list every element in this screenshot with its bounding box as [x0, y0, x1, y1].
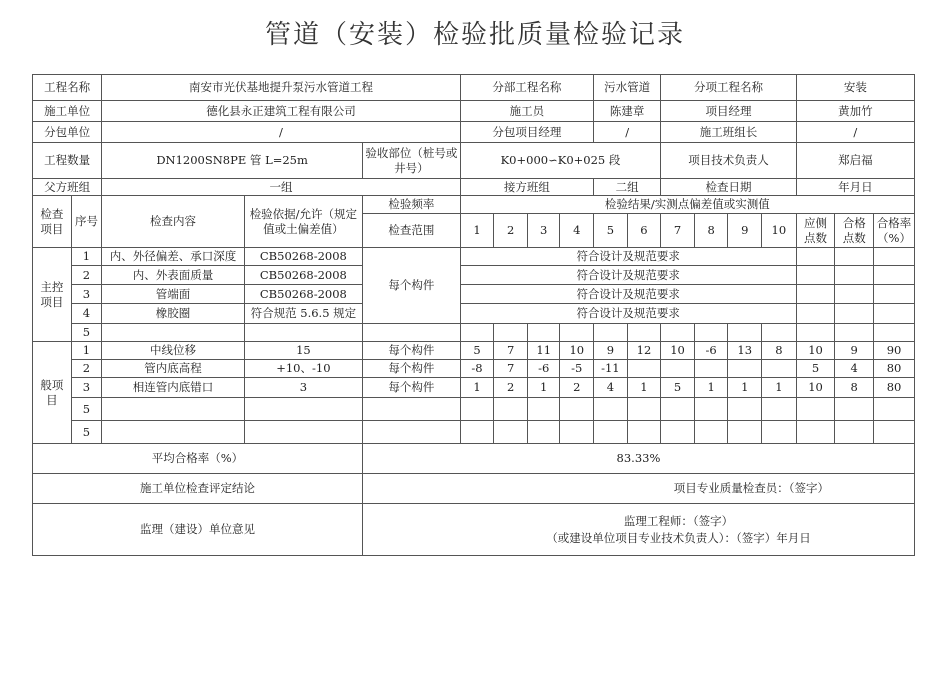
- row-content: [102, 398, 245, 421]
- measured-value: 1: [762, 378, 797, 398]
- row-pass-rate: [874, 421, 915, 444]
- supervisor-signature-block: [362, 504, 914, 556]
- row-seq: 4: [71, 304, 102, 324]
- row-basis: 15: [244, 342, 362, 360]
- point-number: 4: [560, 214, 594, 248]
- row-should-points: [796, 421, 835, 444]
- point-number: 5: [594, 214, 628, 248]
- project-name-value: 南安市光伏基地提升泵污水管道工程: [102, 75, 460, 101]
- measured-value: [494, 398, 528, 421]
- measured-value: [762, 421, 797, 444]
- project-name-label: 工程名称: [33, 75, 102, 101]
- row-basis: CB50268-2008: [244, 266, 362, 285]
- measured-value: [527, 421, 560, 444]
- measured-value: 13: [728, 342, 762, 360]
- row-should-points: 5: [796, 360, 835, 378]
- tech-lead-value: 郑启福: [796, 143, 914, 179]
- supervisor-opinion-label: 监理（建设）单位意见: [33, 504, 363, 556]
- measured-value: 5: [460, 342, 494, 360]
- measured-value: 1: [694, 378, 728, 398]
- row-content: [102, 421, 245, 444]
- measured-value: [661, 398, 695, 421]
- col-range-header: 检查范围: [362, 214, 460, 248]
- row-result: 符合设计及规范要求: [460, 266, 796, 285]
- point-number: 2: [494, 214, 528, 248]
- measured-value: -8: [460, 360, 494, 378]
- measured-value: [560, 398, 594, 421]
- point-number: 6: [627, 214, 661, 248]
- measured-value: 7: [494, 342, 528, 360]
- builder-value: 陈建章: [594, 101, 661, 122]
- sub-project-label: 分部工程名称: [460, 75, 593, 101]
- general-row: [33, 342, 915, 360]
- measured-value: 5: [661, 378, 695, 398]
- row-basis: CB50268-2008: [244, 248, 362, 266]
- row-result: 符合设计及规范要求: [460, 285, 796, 304]
- row-frequency: 每个构件: [362, 360, 460, 378]
- contractor-conclusion-label: 施工单位检查评定结论: [33, 474, 363, 504]
- measured-value: 8: [762, 342, 797, 360]
- measured-value: [728, 360, 762, 378]
- measured-value: [762, 398, 797, 421]
- row-basis: CB50268-2008: [244, 285, 362, 304]
- main-control-label: 主控项目: [33, 248, 72, 342]
- row-content: 相连管内底错口: [102, 378, 245, 398]
- row-content: 内、外表面质量: [102, 266, 245, 285]
- row-content: 管内底高程: [102, 360, 245, 378]
- measured-value: 1: [728, 378, 762, 398]
- row-content: 管端面: [102, 285, 245, 304]
- measured-value: 4: [594, 378, 628, 398]
- sub-project-value: 污水管道: [594, 75, 661, 101]
- quantity-value: DN1200SN8PE 管 L=25m: [102, 143, 363, 179]
- measured-value: 10: [560, 342, 594, 360]
- measured-value: [627, 421, 661, 444]
- measured-value: [560, 421, 594, 444]
- measured-value: 1: [527, 378, 560, 398]
- point-number: 9: [728, 214, 762, 248]
- measured-value: [594, 398, 628, 421]
- point-number: 3: [527, 214, 560, 248]
- receiver-label: 接方班组: [460, 179, 593, 196]
- row-frequency: 每个构件: [362, 378, 460, 398]
- measured-value: 2: [560, 378, 594, 398]
- team-leader-value: /: [796, 122, 914, 143]
- general-row: [33, 421, 915, 444]
- measured-value: [694, 360, 728, 378]
- row-basis: 符合规范 5.6.5 规定: [244, 304, 362, 324]
- row-seq: 3: [71, 285, 102, 304]
- row-seq: 5: [71, 421, 102, 444]
- measured-value: [627, 398, 661, 421]
- row-basis: +10、-10: [244, 360, 362, 378]
- row-pass-points: [835, 421, 874, 444]
- col-content-header: 检查内容: [102, 196, 245, 248]
- quantity-label: 工程数量: [33, 143, 102, 179]
- row-pass-rate: 80: [874, 378, 915, 398]
- measured-value: [762, 360, 797, 378]
- owner-signature-line: （或建设单位项目专业技术负责人）：（签字）年月日: [546, 530, 811, 545]
- row-should-points: 10: [796, 342, 835, 360]
- general-row: [33, 360, 915, 378]
- measured-value: 10: [661, 342, 695, 360]
- col-pass-rate-header: 合格率（%）: [874, 214, 915, 248]
- row-should-points: [796, 398, 835, 421]
- handover-label: 父方班组: [33, 179, 102, 196]
- receiver-value: 二组: [594, 179, 661, 196]
- contractor-signature-line: 项目专业质量检查员：（签字）: [362, 474, 914, 504]
- row-pass-rate: [874, 398, 915, 421]
- measured-value: 2: [494, 378, 528, 398]
- row-pass-points: 9: [835, 342, 874, 360]
- measured-value: 12: [627, 342, 661, 360]
- measured-value: 9: [594, 342, 628, 360]
- col-results-header: 检验结果/实测点偏差值或实测值: [460, 196, 914, 214]
- measured-value: [661, 421, 695, 444]
- measured-value: -11: [594, 360, 628, 378]
- subcontractor-label: 分包单位: [33, 122, 102, 143]
- point-number: 7: [661, 214, 695, 248]
- point-number: 10: [762, 214, 797, 248]
- measured-value: -6: [694, 342, 728, 360]
- row-should-points: 10: [796, 378, 835, 398]
- row-pass-points: 4: [835, 360, 874, 378]
- row-basis: 3: [244, 378, 362, 398]
- measured-value: [694, 421, 728, 444]
- row-frequency: [362, 421, 460, 444]
- general-row: [33, 378, 915, 398]
- pm-label: 项目经理: [661, 101, 796, 122]
- col-item-header: 检查项目: [33, 196, 72, 248]
- row-content: 橡胶圈: [102, 304, 245, 324]
- measured-value: [460, 421, 494, 444]
- row-seq: 5: [71, 398, 102, 421]
- row-seq: 5: [71, 324, 102, 342]
- row-seq: 3: [71, 378, 102, 398]
- measured-value: [728, 398, 762, 421]
- row-seq: 1: [71, 248, 102, 266]
- row-frequency: [362, 398, 460, 421]
- measured-value: [460, 398, 494, 421]
- sub-pm-value: /: [594, 122, 661, 143]
- measured-value: 1: [627, 378, 661, 398]
- page-title: 管道（安装）检验批质量检验记录: [264, 20, 685, 50]
- measured-value: [728, 421, 762, 444]
- row-content: 中线位移: [102, 342, 245, 360]
- measured-value: -6: [527, 360, 560, 378]
- location-value: K0+000∽K0+025 段: [460, 143, 661, 179]
- measured-value: 11: [527, 342, 560, 360]
- avg-pass-rate-value: 83.33%: [362, 444, 914, 474]
- measured-value: [527, 398, 560, 421]
- main-control-frequency: 每个构件: [362, 248, 460, 324]
- row-seq: 2: [71, 266, 102, 285]
- col-seq-header: 序号: [71, 196, 102, 248]
- row-pass-rate: 90: [874, 342, 915, 360]
- subcontractor-value: /: [102, 122, 460, 143]
- item-project-value: 安装: [796, 75, 914, 101]
- avg-pass-rate-label: 平均合格率（%）: [33, 444, 363, 474]
- col-basis-header: 检验依据/允许（规定值或土偏差值）: [244, 196, 362, 248]
- point-number: 1: [460, 214, 494, 248]
- sub-pm-label: 分包项目经理: [460, 122, 593, 143]
- row-result: 符合设计及规范要求: [460, 304, 796, 324]
- measured-value: 7: [494, 360, 528, 378]
- col-pass-points-header: 合格点数: [835, 214, 874, 248]
- row-basis: [244, 398, 362, 421]
- contractor-value: 德化县永正建筑工程有限公司: [102, 101, 460, 122]
- general-row: [33, 398, 915, 421]
- team-leader-label: 施工班组长: [661, 122, 796, 143]
- general-items-label: 般项目: [33, 342, 72, 444]
- point-number: 8: [694, 214, 728, 248]
- row-frequency: 每个构件: [362, 342, 460, 360]
- col-frequency-header: 检验频率: [362, 196, 460, 214]
- builder-label: 施工员: [460, 101, 593, 122]
- measured-value: [494, 421, 528, 444]
- handover-value: 一组: [102, 179, 460, 196]
- supervisor-signature-line: 监理工程师：（签字）: [623, 513, 734, 528]
- row-content: 内、外径偏差、承口深度: [102, 248, 245, 266]
- location-label: 验收部位（桩号或井号）: [362, 143, 460, 179]
- row-seq: 2: [71, 360, 102, 378]
- row-basis: [244, 421, 362, 444]
- measured-value: -5: [560, 360, 594, 378]
- col-should-points-header: 应侧点数: [796, 214, 835, 248]
- inspection-record-table: [32, 74, 915, 556]
- row-result: 符合设计及规范要求: [460, 248, 796, 266]
- measured-value: [661, 360, 695, 378]
- contractor-label: 施工单位: [33, 101, 102, 122]
- row-pass-rate: 80: [874, 360, 915, 378]
- measured-value: [627, 360, 661, 378]
- measured-value: 1: [460, 378, 494, 398]
- check-date-label: 检查日期: [661, 179, 796, 196]
- pm-value: 黄加竹: [796, 101, 914, 122]
- row-pass-points: 8: [835, 378, 874, 398]
- row-pass-points: [835, 398, 874, 421]
- tech-lead-label: 项目技术负责人: [661, 143, 796, 179]
- check-date-value: 年月日: [796, 179, 914, 196]
- measured-value: [594, 421, 628, 444]
- row-seq: 1: [71, 342, 102, 360]
- measured-value: [694, 398, 728, 421]
- item-project-label: 分项工程名称: [661, 75, 796, 101]
